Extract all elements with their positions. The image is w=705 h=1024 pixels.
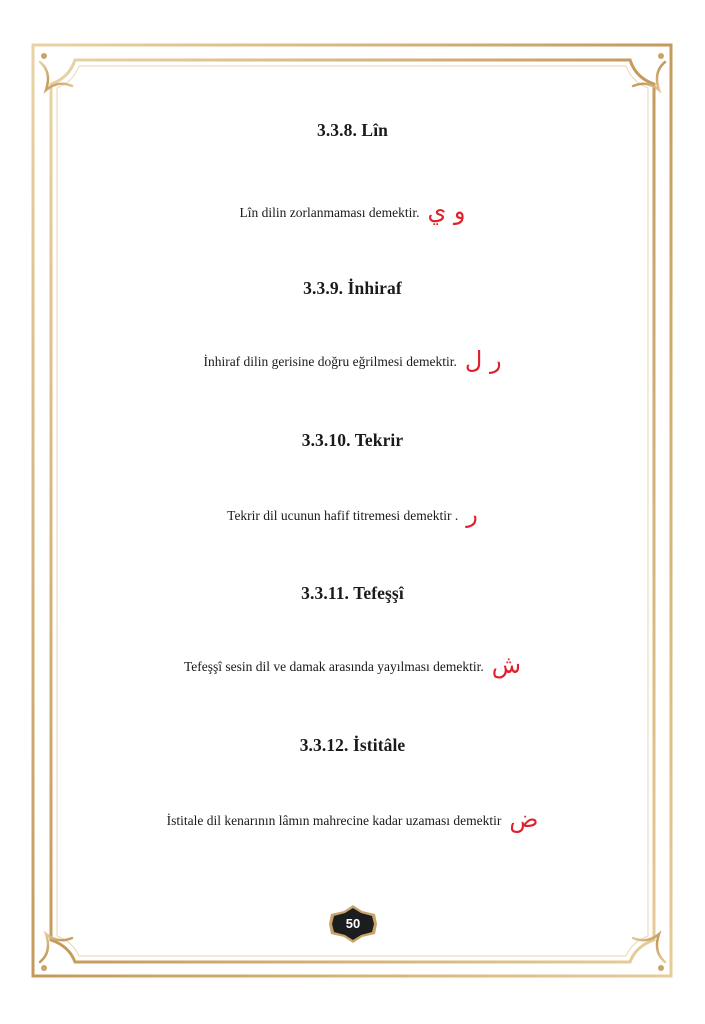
section-heading-lin: 3.3.8. Lîn xyxy=(316,120,389,140)
page-number: 50 xyxy=(345,916,361,931)
arabic-letters-tefessi: ش xyxy=(491,651,522,679)
section-text-istitale: İstitale dil kenarının lâmın mahrecine kadar uzaması demektir xyxy=(166,813,502,828)
section-body-lin xyxy=(60,197,645,225)
section-heading-istitale: 3.3.12. İstitâle xyxy=(299,735,406,755)
section-body-tefessi xyxy=(60,651,645,679)
section-body-tekrir xyxy=(60,500,645,528)
arabic-letters-istitale: ض xyxy=(509,805,539,833)
arabic-letters-inhiraf: ر ل xyxy=(464,346,502,374)
section-text-inhiraf: İnhiraf dilin gerisine doğru eğrilmesi demektir. xyxy=(203,354,457,369)
section-text-tefessi: Tefeşşî sesin dil ve damak arasında yayılması demektir. xyxy=(183,659,484,674)
section-body-inhiraf xyxy=(60,346,645,374)
section-text-lin: Lîn dilin zorlanmaması demektir. xyxy=(239,205,420,220)
arabic-letters-lin: و ي xyxy=(427,197,466,225)
section-text-tekrir: Tekrir dil ucunun hafif titremesi demektir . xyxy=(227,508,459,523)
section-heading-tekrir: 3.3.10. Tekrir xyxy=(301,430,404,450)
section-heading-inhiraf: 3.3.9. İnhiraf xyxy=(303,278,402,298)
section-heading-tefessi: 3.3.11. Tefeşşî xyxy=(301,583,404,603)
section-body-istitale xyxy=(60,805,645,833)
arabic-letters-tekrir: ر xyxy=(466,500,478,528)
